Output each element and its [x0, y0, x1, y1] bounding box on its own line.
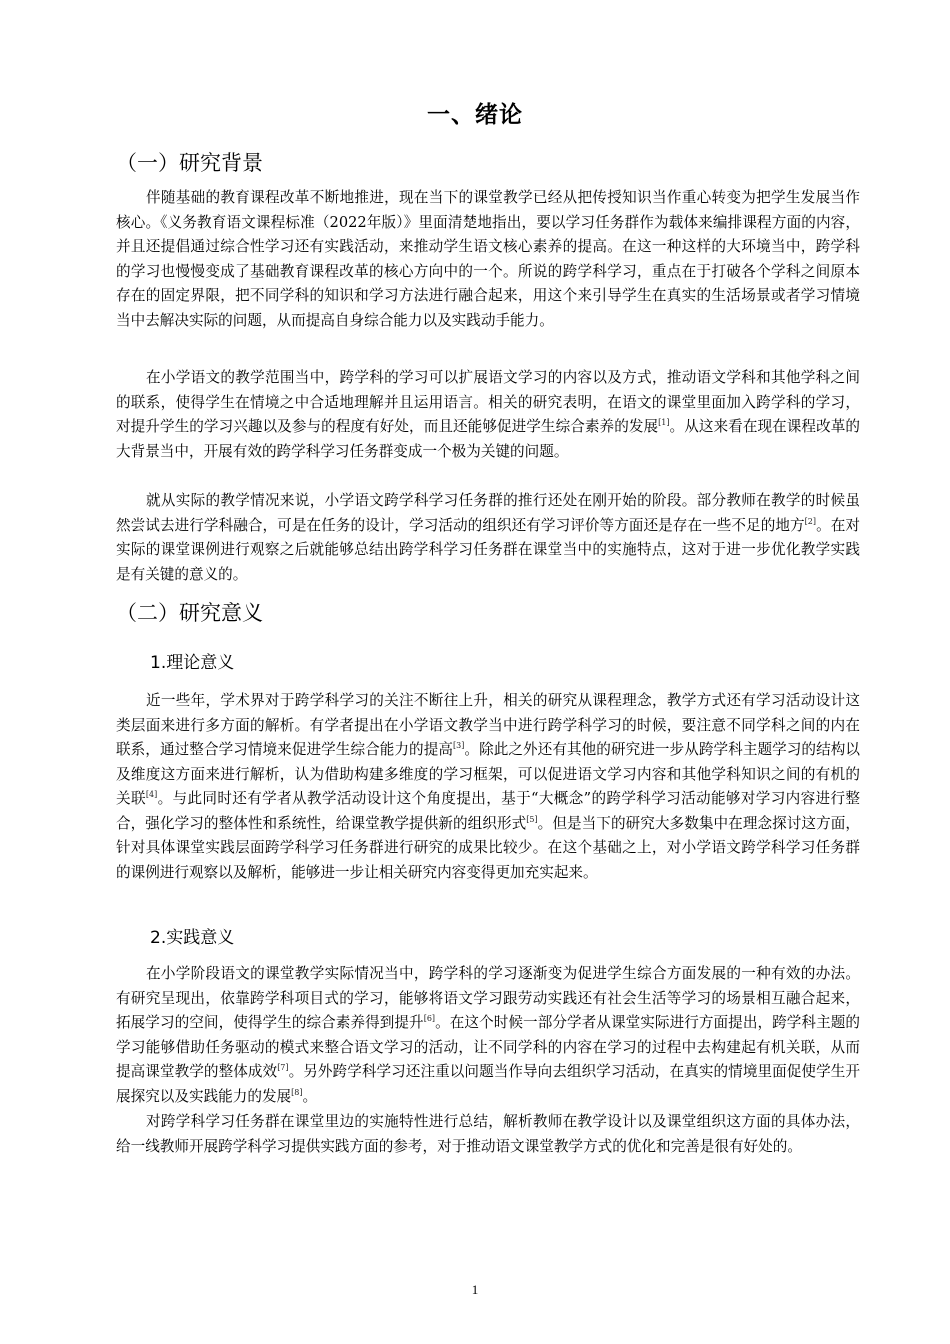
paragraph-text: 。与此同时还有学者从教学活动设计这个角度提出，基于“大概念”的跨学科学习活动能够对学习内容进行整合，强化学习的整体性和系统性，给课堂教学提供新的组织形式	[116, 790, 860, 832]
paragraph-text: 。但是当下的研究大多数集中在理念探讨这方面，针对具体课堂实践层面跨学科学习任务群进行研究的成果比较少。在这个基础之上，对小学语文跨学科学习任务群的课例进行观察以及解析，能够进一步让相关研究内容变得更加充实起来。	[116, 814, 860, 881]
paragraph-text: 。除此之外还有其他的研究进一步从跨学科主题学习的结构以及维度这方面来进行解析，认为借助构建多维度的学习框架，可以促进语文学习内容和其他学科知识之间的有机的关联	[116, 741, 860, 807]
paragraph-background-1: 伴随基础的教育课程改革不断地推进，现在当下的课堂教学已经从把传授知识当作重心转变为把学生发展当作核心。《义务教育语文课程标准（2022年版）》里面清楚地指出，要以学习任务群作为载体来编排课程方面的内容，并且还提倡通过综合性学习还有实践活动，来推动学生语文核心素养的提高。在这一种这样的大环境当中，跨学科的学习也慢慢变成了基础教育课程改革的核心方向中的一个。所说的跨学科学习，重点在于打破各个学科之间原本存在的固定界限，把不同学科的知识和学习方法进行融合起来，用这个来引导学生在真实的生活场景或者学习情境当中去解决实际的问题，从而提高自身综合能力以及实践动手能力。	[116, 189, 860, 329]
paragraph-text: 。在这个时候一部分学者从课堂实际进行方面提出，跨学科主题的学习能够借助任务驱动的模式来整合语文学习的活动，让不同学科的内容在学习的过程中去构建起有机关联，从而提高课堂教学的整体成效	[116, 1014, 860, 1080]
section-heading-background: （一）研究背景	[116, 151, 263, 175]
citation-ref-4: [4]	[145, 790, 158, 799]
paragraph-theory	[116, 689, 860, 885]
subsection-heading-practice: 2.实践意义	[150, 928, 235, 948]
paragraph-text: 。在对实际的课堂课例进行观察之后就能够总结出跨学科学习任务群在课堂当中的实施特点，这对于进一步优化教学实践是有关键的意义的。	[116, 516, 860, 583]
paragraph-text: 。另外跨学科学习还注重以问题当作导向去组织学习活动，在真实的情境里面促使学生开展探究以及实践能力的发展	[116, 1063, 860, 1105]
citation-ref-8: [8]	[291, 1087, 303, 1097]
paragraph-text: 。	[302, 1087, 318, 1105]
citation-ref-7: [7]	[277, 1063, 289, 1072]
paragraph-text: 在小学语文的教学范围当中，跨学科的学习可以扩展语文学习的内容以及方式，推动语文学科和其他学科之间的联系，使得学生在情境之中合适地理解并且运用语言。相关的研究表明，在语文的课堂里面加入跨学科的学习，对提升学生的学习兴趣以及参与的程度有好处，而且还能够促进学生综合素养的发展	[116, 369, 860, 435]
page-number: 1	[471, 1282, 479, 1297]
paragraph-practice-2: 对跨学科学习任务群在课堂里边的实施特性进行总结，解析教师在教学设计以及课堂组织这方面的具体办法，给一线教师开展跨学科学习提供实践方面的参考，对于推动语文课堂教学方式的优化和完善是很有好处的。	[116, 1113, 860, 1155]
chapter-title: 一、绪论	[427, 102, 523, 128]
paragraph-text: 在小学阶段语文的课堂教学实际情况当中，跨学科的学习逐渐变为促进学生综合方面发展的一种有效的办法。有研究呈现出，依靠跨学科项目式的学习，能够将语文学习跟劳动实践还有社会生活等学习的场景相互融合起来，拓展学习的空间，使得学生的综合素养得到提升	[116, 965, 860, 1031]
paragraph-background-2	[116, 366, 860, 464]
subsection-heading-theory: 1.理论意义	[150, 653, 235, 673]
section-heading-significance: （二）研究意义	[116, 601, 263, 625]
citation-ref-5: [5]	[526, 814, 538, 824]
paragraph-text: 。从这来看在现在课程改革的大背景当中，开展有效的跨学科学习任务群变成一个极为关键的问题。	[116, 418, 860, 460]
paragraph-text: 近一些年，学术界对于跨学科学习的关注不断往上升，相关的研究从课程理念，教学方式还有学习活动设计这类层面来进行多方面的解析。有学者提出在小学语文教学当中进行跨学科学习的时候，要注意不同学科之间的内在联系，通过整合学习情境来促进学生综合能力的提高	[116, 692, 860, 758]
paragraph-background-3	[116, 489, 860, 587]
paragraph-practice-1	[116, 962, 860, 1109]
citation-ref-2: [2]	[804, 516, 817, 526]
citation-ref-1: [1]	[658, 418, 670, 427]
citation-ref-3: [3]	[453, 741, 465, 750]
citation-ref-6: [6]	[423, 1014, 436, 1023]
paragraph-text: 就从实际的教学情况来说，小学语文跨学科学习任务群的推行还处在刚开始的阶段。部分教师在教学的时候虽然尝试去进行学科融合，可是在任务的设计，学习活动的组织还有学习评价等方面还是存在一些不足的地方	[116, 492, 860, 534]
